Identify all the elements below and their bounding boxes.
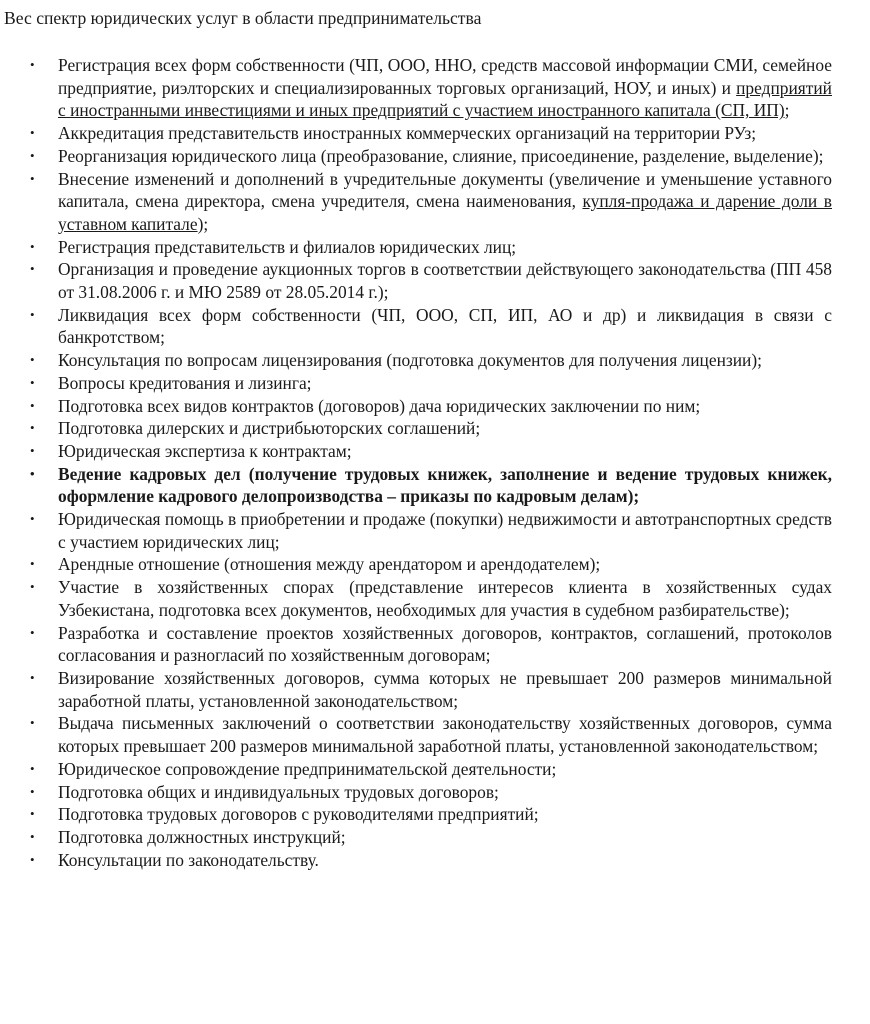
service-text: Подготовка всех видов контрактов (договоров) дача юридических заключении по ним; (58, 395, 701, 416)
bullet-icon: • (30, 238, 35, 254)
service-list-item (30, 508, 832, 553)
bullet-icon: • (30, 511, 35, 527)
service-list-item (30, 463, 832, 508)
service-text: Регистрация всех форм собственности (ЧП, ООО, ННО, средств массовой информации СМИ, семейное предприятие, риэлторских и специализированных торговых организаций, НОУ, и иных) и (58, 55, 832, 98)
service-text: Организация и проведение аукционных торгов в соответствии действующего законодательства (ПП 458 от 31.08.2006 г. и МЮ 2589 от 28.05.2014 г.); (58, 259, 832, 303)
bullet-icon: • (30, 624, 35, 640)
service-text: Регистрация представительств и филиалов юридических лиц; (58, 236, 517, 257)
service-list-item (30, 576, 832, 621)
service-text: Арендные отношение (отношения между арендатором и арендодателем); (58, 554, 601, 575)
service-list-item (30, 349, 832, 372)
bullet-icon: • (30, 760, 35, 776)
service-list-item (30, 667, 832, 712)
service-text: Выдача письменных заключений о соответствии законодательству хозяйственных договоров, сумма которых превышает 200 размеров минимальной заработной платы, установленной законодательством; (58, 713, 832, 757)
underlined-text: предприятий с иностранными инвестициями и иных предприятий с участием иностранного капитала (СП, ИП) (58, 77, 832, 121)
service-list-item (30, 712, 832, 757)
bullet-icon: • (30, 397, 35, 413)
service-list-item (30, 849, 832, 872)
bullet-icon: • (30, 806, 35, 822)
service-text: Подготовка общих и индивидуальных трудовых договоров; (58, 781, 499, 802)
bullet-icon: • (30, 147, 35, 163)
service-text: Участие в хозяйственных спорах (представление интересов клиента в хозяйственных судах Узбекистана, подготовка всех документов, необходимых для участия в судебном разбирательстве); (58, 577, 832, 620)
document-title: Вес спектр юридических услуг в области предпринимательства (4, 8, 482, 28)
service-text: Юридическая помощь в приобретении и продаже (покупки) недвижимости и автотранспортных средств с участием юридических лиц; (58, 509, 832, 552)
service-text: Юридическое сопровождение предпринимательской деятельности; (58, 758, 557, 779)
service-list-item (30, 395, 832, 418)
service-list-item (30, 553, 832, 576)
bullet-icon: • (30, 374, 35, 390)
bullet-icon: • (30, 783, 35, 799)
underlined-text: купля-продажа и дарение доли в уставном капитале (58, 191, 832, 234)
service-text: Внесение изменений и дополнений в учредительные документы (увеличение и уменьшение уставного капитала, смена директора, смена учредителя, смена наименования, (58, 168, 832, 212)
service-text: Визирование хозяйственных договоров, сумма которых не превышает 200 размеров минимальной заработной платы, установленной законодательством; (58, 667, 832, 711)
service-text: ); (197, 213, 209, 234)
bullet-icon: • (30, 125, 35, 141)
bullet-icon: • (30, 715, 35, 731)
service-list-item (30, 122, 832, 145)
service-text: Подготовка дилерских и дистрибьюторских соглашений; (58, 418, 481, 439)
service-list-item (30, 417, 832, 440)
service-text: Консультации по законодательству. (58, 849, 319, 870)
service-text: Вопросы кредитования и лизинга; (58, 372, 312, 393)
service-list-item (30, 440, 832, 463)
service-list-item (30, 236, 832, 259)
bullet-icon: • (30, 170, 35, 186)
bullet-icon: • (30, 420, 35, 436)
service-list-item (30, 145, 832, 168)
service-list-item (30, 758, 832, 781)
service-list-item (30, 826, 832, 849)
service-list-item (30, 372, 832, 395)
service-list-item (30, 622, 832, 667)
bullet-icon: • (30, 57, 35, 72)
service-list-item (30, 304, 832, 349)
services-list (30, 54, 832, 871)
bullet-icon: • (30, 556, 35, 572)
bullet-icon: • (30, 579, 35, 595)
service-text: Подготовка трудовых договоров с руководителями предприятий; (58, 804, 539, 825)
service-text: Реорганизация юридического лица (преобразование, слияние, присоединение, разделение, выделение); (58, 145, 824, 166)
service-text: ; (784, 100, 790, 121)
bullet-icon: • (30, 851, 35, 867)
service-list-item (30, 258, 832, 303)
bullet-icon: • (30, 465, 35, 481)
service-text: Подготовка должностных инструкций; (58, 826, 346, 847)
service-list-item (30, 168, 832, 236)
bullet-icon: • (30, 442, 35, 458)
bullet-icon: • (30, 306, 35, 322)
service-text: Юридическая экспертиза к контрактам; (58, 440, 352, 461)
bullet-icon: • (30, 352, 35, 368)
service-text: Аккредитация представительств иностранных коммерческих организаций на территории РУз; (58, 123, 757, 144)
service-list-item (30, 781, 832, 804)
bullet-icon: • (30, 669, 35, 685)
service-list-item (30, 803, 832, 826)
service-list-item (30, 54, 832, 122)
bullet-icon: • (30, 261, 35, 277)
bullet-icon: • (30, 828, 35, 844)
service-text: Ликвидация всех форм собственности (ЧП, ООО, СП, ИП, АО и др) и ликвидация в связи с банкротством; (58, 304, 832, 348)
service-text: Разработка и составление проектов хозяйственных договоров, контрактов, соглашений, протоколов согласования и разногласий по хозяйственным договорам; (58, 622, 832, 666)
service-text: Ведение кадровых дел (получение трудовых книжек, заполнение и ведение трудовых книжек, оформление кадрового делопроизводства – приказы по кадровым делам); (58, 463, 832, 507)
service-text: Консультация по вопросам лицензирования (подготовка документов для получения лицензии); (58, 350, 762, 371)
